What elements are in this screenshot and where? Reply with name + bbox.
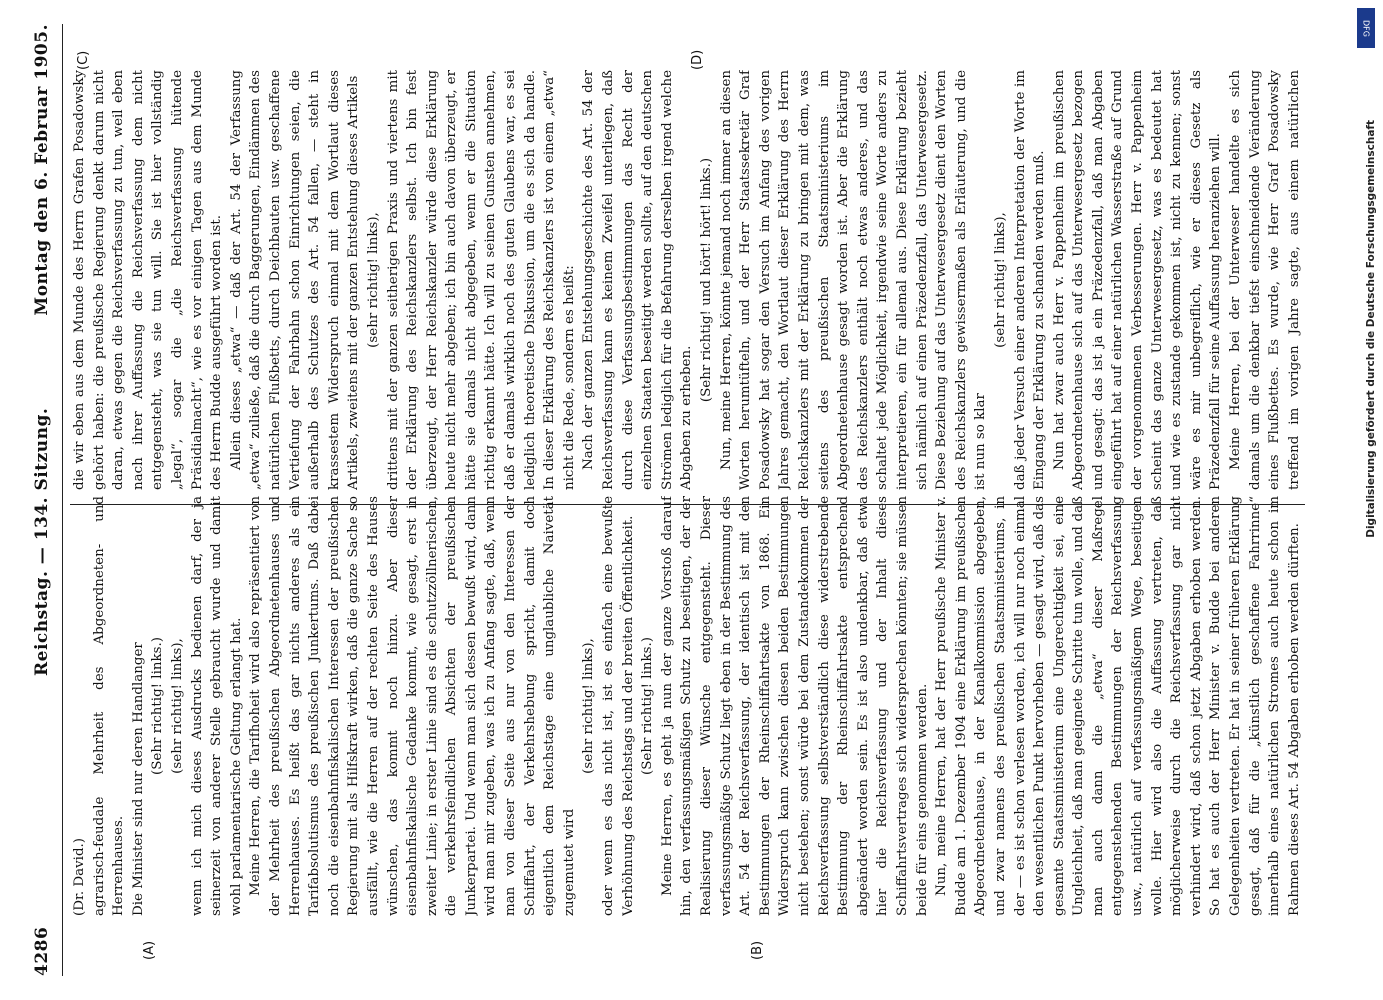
paragraph: Meine Herren, die Tarifhoheit wird also repräsentiert von der Mehrheit des preußischen Abgeordnetenhauses und Herrenhauses. Es heißt das gar nichts anderes als ein Tarifabsolutismus des preußischen Junkertums. Daß dabei noch die eisenbahnfiskalischen Interessen der preußischen Regierung mit als Hilfskraft wirken, daß die ganze Sache so ausfällt, wie die Herren auf der rechten Seite des Hauses wünschen, das kommt noch hinzu. Aber dieser eisenbahnfiskalische Gedanke kommt, wie gesagt, erst in zweiter Linie; in erster Linie sind es die schutzzöllnerischen, die verkehrsfeindlichen Absichten der preußischen Junkerpartei. Und wenn man sich dessen bewußt wird, dann wird man mir zugeben, was ich zu Anfang sagte, daß, wenn man von dieser Seite aus nur von den Interessen der Schiffahrt, der Verkehrshebung spricht, damit doch eigentlich dem Reichstage eine unglaubliche Naivetät zugemutet wird [248, 496, 577, 916]
left-column [70, 496, 1305, 916]
paragraph [1304, 496, 1305, 916]
margin-marker-c: (C) [76, 50, 91, 70]
session-title: Reichstag. — 134. Sitzung. [32, 407, 52, 676]
paragraph: Meine Herren, bei der Unterweser handelte es sich damals um die denkbar tiefst einschneidende Veränderung eines Flußbettes. Es wurde, wie Herr Graf Posadowsky treffend im vorigen Jahre sagte, aus einem natürlichen [1228, 70, 1302, 490]
paragraph: Nun hat zwar auch Herr v. Pappenheim im preußischen Abgeordnetenhause sich auf das Unterwesergesetz bezogen und gesagt: das ist ja ein Präzedenzfall, daß man Abgaben eingeführt hat auf einer natürlichen Wasserstraße auf Grund der vorgenommenen Verbesserungen. Herr v. Pappenheim scheint das ganze Unterwesergesetz, was es bedeutet hat und wie es zustande gekommen ist, nicht zu kennen; sonst wäre es mir unbegreiflich, wie er dieses Gesetz als Präzedenzfall für seine Auffassung heranziehen will. [1051, 70, 1224, 490]
paragraph: Meine Herren, es geht ja nun der ganze Vorstoß darauf hin, den verfassungsmäßigen Schutz zu beseitigen, der der Realisierung dieser Wünsche entgegensteht. Dieser verfassungsmäßige Schutz liegt eben in der Bestimmung des Art. 54 der Reichsverfassung, der identisch ist mit den Bestimmungen der Rheinschiffahrtsakte von 1868. Ein Widerspruch kann zwischen diesen beiden Bestimmungen nicht bestehen; sonst würde bei dem Zustandekommen der Reichsverfassung selbstverständlich diese widerstrebende Bestimmung der Rheinschiffahrtsakte entsprechend abgeändert worden sein. Es ist also undenkbar, daß etwa hier die Reichsverfassung und der Inhalt dieses Schiffahrtsvertrages sich widersprechen könnten; sie müssen beide für eins genommen werden. [659, 496, 930, 916]
paragraph: Nach der ganzen Entstehungsgeschichte des Art. 54 der Reichsverfassung kann es keinem Zweifel unterliegen, daß durch diese Verfassungsbestimmungen das Recht der einzelnen Staaten beseitigt werden sollte, auf den deutschen Strömen lediglich für die Befahrung derselben irgend welche Abgaben zu erheben. [581, 70, 695, 490]
margin-marker-a: (A) [142, 940, 157, 960]
paragraph: (Sehr richtig! links.) [150, 637, 166, 775]
paragraph: (Sehr richtig! und hört! hört! links.) [699, 157, 714, 403]
paragraph: die wir eben aus dem Munde des Herrn Grafen Posadowsky gehört haben: die preußische Regierung denkt darum nicht daran, etwas gegen die Reichsverfassung zu tun, weil eben nach ihrer Auffassung die Reichsverfassung dem nicht entgegensteht, was sie tun will. Sie ist hier vollständig „legal“, sogar die „die Reichsverfassung hütende Präsidialmacht“, wie es vor einigen Tagen aus dem Munde des Herrn Budde ausgeführt worden ist. [72, 70, 225, 490]
paragraph: drittens mit der ganzen seitherigen Praxis und viertens mit der Erklärung des Reichskanzlers selbst. Ich bin fest überzeugt, der Herr Reichskanzler würde diese Erklärung heute nicht mehr abgeben; ich bin auch davon überzeugt, er hätte sie damals nicht abgegeben, wenn er die Situation richtig erkannt hätte. Ich will zu seinen Gunsten annehmen, daß er damals wirklich noch des guten Glaubens war, es sei lediglich theoretische Diskussion, um die es sich da handle. In dieser Erklärung des Reichskanzlers ist von einem „etwa“ nicht die Rede, sondern es heißt: [385, 70, 577, 490]
paragraph: (sehr richtig! links), [365, 212, 381, 348]
header-rule [62, 24, 63, 976]
paragraph: (Dr. David.) [72, 837, 87, 916]
paragraph: oder wenn es das nicht ist, ist es einfach eine bewußte Verhöhnung des Reichstags und der breiten Öffentlichkeit. [601, 496, 636, 916]
paragraph: (Sehr richtig! links.) [640, 637, 656, 775]
page-number: 4286 [32, 926, 52, 976]
paragraph: Die Minister sind nur deren Handlanger [130, 642, 146, 916]
paragraph: Nun, meine Herren, hat der Herr preußische Minister v. Budde am 1. Dezember 1904 eine Erklärung im preußischen Abgeordnetenhause, in der Kanalkommission abgegeben, und zwar namens des preußischen Staatsministeriums, in der — es ist schon verlesen worden, ich will nur noch einmal den wesentlichen Punkt hervorheben — gesagt wird, daß das gesamte Staatsministerium eine Ungerechtigkeit sei, eine Ungleichheit, daß man geeignete Schritte tun wolle, und daß man auch dann die „etwa“ dieser Maßregel entgegenstehenden Bestimmungen der Reichsverfassung usw., natürlich auf verfassungsmäßigem Wege, beseitigen wolle. Hier wird also die Auffassung vertreten, daß möglicherweise durch die Reichsverfassung gar nicht verhindert wird, daß schon jetzt Abgaben erhoben werden. So hat es auch der Herr Minister v. Budde bei anderen Gelegenheiten vertreten. Er hat in seiner früheren Erklärung gesagt, daß für die „künstlich geschaffene Fahrrinne“ innerhalb eines natürlichen Stromes auch heute schon im Rahmen dieses Art. 54 Abgaben erhoben werden dürften. [934, 496, 1302, 916]
margin-marker-b: (B) [750, 940, 765, 960]
paragraph: (sehr richtig! links), [992, 212, 1008, 348]
column-divider [70, 504, 1305, 505]
page-header [32, 24, 62, 976]
margin-marker-d: (D) [690, 49, 705, 70]
paragraph: Nun, meine Herren, könnte jemand noch immer an diesen Worten herumtüfteln, und der Herr Staatssekretär Graf Posadowsky hat sogar den Versuch im Anfang des vorigen Jahres gemacht, den Wortlaut dieser Erklärung des Herrn Reichskanzlers mit der Erklärung zu bringen mit dem, was seitens des preußischen Staatsministeriums im Abgeordnetenhause gesagt worden ist. Aber die Erklärung des Reichskanzlers enthält noch etwas anderes, und das schaltet jede Möglichkeit, irgendwie seine Worte anders zu interpretieren, ein für allemal aus. Diese Erklärung bezieht sich nämlich auf einen Präzedenzfall, das Unterwesergesetz. Diese Beziehung auf das Unterwesergesetz dient den Worten des Reichskanzlers gewissermaßen als Erläuterung, und die ist nun so klar [718, 70, 989, 490]
paragraph: Allein dieses „etwa“ — daß der Art. 54 der Verfassung „etwa“ zuließe, daß die durch Baggerungen, Eindämmen des natürlichen Flußbetts, durch Deichbauten usw. geschaffene Vertiefung der Fahrbahn schon Einrichtungen seien, die außerhalb des Schutzes des Art. 54 fallen, — steht in krassestem Widerspruch einmal mit dem Wortlaut dieses Artikels, zweitens mit der ganzen Entstehung dieses Artikels [228, 70, 362, 490]
digitization-credit: Digitalisierung gefördert durch die Deutsche Forschungsgemeinschaft [1365, 120, 1377, 538]
paragraph: (sehr richtig! links), [169, 638, 185, 774]
dfg-logo: DFG [1357, 8, 1375, 48]
paragraph: (sehr richtig! links), [581, 638, 597, 774]
session-date: Montag den 6. Februar 1905. [32, 24, 52, 316]
paragraph: daß jeder Versuch einer anderen Interpretation der Worte im Eingang der Erklärung zu schanden werden muß. [1012, 70, 1048, 490]
paragraph: wenn ich mich dieses Ausdrucks bedienen darf, der ja seinerzeit von anderer Stelle gebraucht wurde und damit wohl parlamentarische Geltung erlangt hat. [189, 496, 244, 916]
right-column [70, 70, 1305, 490]
paragraph: agrarisch-feudale Mehrheit des Abgeordneten- und Herrenhauses. [91, 496, 127, 916]
